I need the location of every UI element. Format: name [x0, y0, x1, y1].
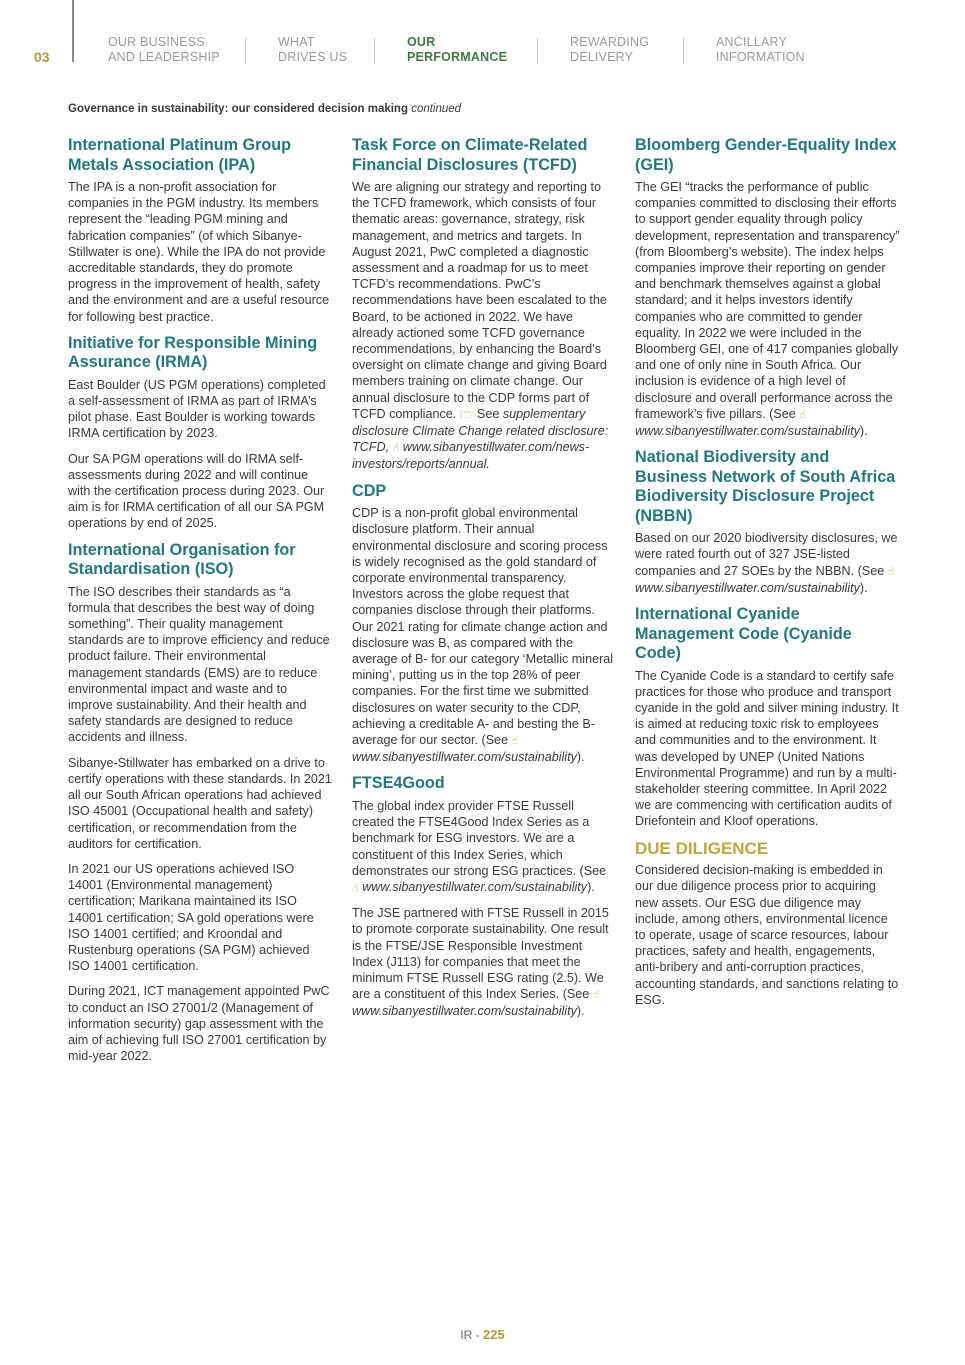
- section-ftse4good: FTSE4Good The global index provider FTSE Russell created the FTSE4Good Index Series as a benchmark for ESG investors. We are a constituent of this Index Series, which demonstrates our strong ESG practices. (See ☝ www.sibanyestillwater.com/sustainability). The JSE partnered with FTSE Russell in 2015 to promote corporate sustainability. One result is the FTSE/JSE Responsible Investment Index (J113) for companies that meet the minimum FTSE Russell ESG rating (2.5). We are a constituent of this Index Series. (See ☝ www.sibanyestillwater.com/sustainability).: [352, 774, 616, 1019]
- nav-our-performance[interactable]: OUR PERFORMANCE: [407, 35, 508, 64]
- section-due-diligence: DUE DILIGENCE Considered decision-making is embedded in our due diligence process prior to acquiring new assets. Our ESG due diligence may include, among others, environmental licence to operate, usage of scarce resources, labour practices, safety and health, engagements, anti-bribery and anti-corruption practices, accounting standards, and sanctions relating to ESG.: [635, 839, 901, 1008]
- column-left: [68, 136, 332, 1073]
- pointer-hand-icon: ☝: [592, 989, 600, 1002]
- section-irma: Initiative for Responsible Mining Assurance (IRMA) East Boulder (US PGM operations) completed a self-assessment of IRMA as part of IRMA’s pilot phase. East Boulder is working towards IRMA certification by 2023. Our SA PGM operations will do IRMA self-assessments during 2022 and will continue with the certification process during 2023. Our aim is for IRMA certification of all our SA PGM operations by end of 2025.: [68, 334, 332, 532]
- pointer-hand-icon: ☝: [352, 881, 359, 894]
- heading-cdp: CDP: [352, 481, 387, 500]
- heading-iso: International Organisation for Standardisation (ISO): [68, 540, 296, 579]
- pointer-hand-icon: ☝: [799, 408, 806, 421]
- nav-separator: [374, 38, 375, 64]
- pointer-hand-icon: ☝: [392, 442, 400, 455]
- pointer-hand-icon: ☝: [887, 565, 895, 578]
- section-iso: International Organisation for Standardisation (ISO) The ISO describes their standards as “a formula that describes the best way of doing something”. Their quality management standards are to improve efficiency and reduce product failure. Their environmental management standards (EMS) are to reduce environmental impact and waste and to improve sustainability. And their health and safety standards are designed to reduce accidents and illness. Sibanye-Stillwater has embarked on a drive to certify operations with these standards. In 2021 all our South African operations had achieved ISO 45001 (Occupational health and safety) certification, or recommendation from the auditors for certification. In 2021 our US operations achieved ISO 14001 (Environmental management) certification; Marikana maintained its ISO 14001 certification; SA gold operations were ISO 14001 certified; and Kroondal and Rustenburg operations (SA PGM) achieved ISO 14001 certification. During 2021, ICT management appointed PwC to conduct an ISO 27001/2 (Management of information security) gap assessment with the aim of achieving full ISO 27001 certification by mid-year 2022.: [68, 540, 332, 1064]
- page-footer: IR - 225: [460, 1327, 505, 1342]
- jse-sustainability-link[interactable]: www.sibanyestillwater.com/sustainability: [352, 1004, 577, 1019]
- section-number: 03: [34, 49, 50, 65]
- folder-icon: 🗁: [459, 408, 474, 421]
- heading-tcfd: Task Force on Climate-Related Financial Disclosures (TCFD): [352, 136, 588, 174]
- column-right: [635, 136, 901, 1017]
- heading-nbbn: National Biodiversity and Business Network of South Africa Biodiversity Disclosure Project (NBBN): [635, 448, 896, 525]
- nav-separator: [245, 38, 246, 64]
- pointer-hand-icon: ☝: [511, 735, 519, 747]
- section-cdp: CDP CDP is a non-profit global environmental disclosure platform. Their annual environmental disclosure and scoring process is widely recognised as the gold standard of corporate environmental transparency. Investors across the globe request that companies disclose through their platforms. Our 2021 rating for climate change action and disclosure was B, as compared with the average of B- for our category ‘Metallic mineral mining’, putting us in the top 28% of peer companies. For the first time we submitted disclosures on water security to the CDP, achieving a creditable A- and besting the B- average for our sector. (See ☝ www.sibanyestillwater.com/sustainability).: [352, 482, 616, 766]
- heading-irma: Initiative for Responsible Mining Assurance (IRMA): [68, 333, 318, 372]
- section-gei: Bloomberg Gender-Equality Index (GEI) The GEI “tracks the performance of public companies committed to disclosing their efforts to support gender equality through policy development, representation and transparency” (from Bloomberg’s website). The index helps companies improve their reporting on gender and benchmark themselves against a global standard; and it helps investors identify companies who are committed to gender equality. In 2022 we were included in the Bloomberg GEI, one of 417 companies globally and one of only nine in South Africa. Our inclusion is evidence of a high level of disclosure and overall performance across the framework’s five pillars. (See ☝ www.sibanyestillwater.com/sustainability).: [635, 136, 900, 439]
- page-number: 225: [482, 1327, 505, 1342]
- heading-gei: Bloomberg Gender-Equality Index (GEI): [635, 136, 897, 174]
- nav-rewarding-delivery[interactable]: REWARDING DELIVERY: [570, 35, 650, 64]
- nav-separator: [537, 38, 538, 64]
- column-middle: [352, 136, 616, 1029]
- nav-our-business[interactable]: OUR BUSINESS AND LEADERSHIP: [108, 35, 220, 64]
- tcfd-report-link[interactable]: www.sibanyestillwater.com/news-investors/reports/annual.: [352, 440, 590, 472]
- heading-ftse4good: FTSE4Good: [352, 774, 445, 793]
- nav-what-drives-us[interactable]: WHAT DRIVES US: [278, 35, 348, 64]
- heading-ipa: International Platinum Group Metals Association (IPA): [68, 136, 292, 174]
- section-cyanide-code: International Cyanide Management Code (Cyanide Code) The Cyanide Code is a standard to certify safe practices for those who produce and transport cyanide in the gold and silver mining industry. It is aimed at reducing toxic risk to employees and communities and to the environment. It was developed by UNEP (United Nations Environmental Programme) and run by a multi-stakeholder steering committee. In April 2022 we are commencing with certification audits of Driefontein and Kloof operations.: [635, 605, 901, 830]
- section-nbbn: National Biodiversity and Business Network of South Africa Biodiversity Disclosure Project (NBBN) Based on our 2020 biodiversity disclosures, we were rated fourth out of 327 JSE-listed companies and 27 SOEs by the NBBN. (See ☝ www.sibanyestillwater.com/sustainability).: [635, 448, 901, 596]
- nav-ancillary-information[interactable]: ANCILLARY INFORMATION: [716, 35, 805, 64]
- ftse-sustainability-link[interactable]: www.sibanyestillwater.com/sustainability: [362, 879, 588, 894]
- nav-separator: [683, 38, 684, 64]
- page-subtitle: Governance in sustainability: our considered decision making continued: [68, 103, 462, 115]
- section-tcfd: Task Force on Climate-Related Financial Disclosures (TCFD) We are aligning our strategy and reporting to the TCFD framework, which consists of four thematic areas: governance, strategy, risk management, and metrics and targets. In August 2021, PwC completed a diagnostic assessment and a roadmap for us to meet TCFD’s recommendations. PwC’s recommendations have been escalated to the Board, to be actioned in 2022. We have already actioned some TCFD governance recommendations, by enhancing the Board’s oversight on climate change and giving Board members training on climate change. Our annual disclosure to the CDP forms part of TCFD compliance. 🗁 See supplementary disclosure Climate Change related disclosure: TCFD, ☝ www.sibanyestillwater.com/news-investors/reports/annual.: [352, 136, 616, 473]
- section-ipa: International Platinum Group Metals Association (IPA) The IPA is a non-profit association for companies in the PGM industry. Its members represent the “leading PGM mining and fabrication companies” (of which Sibanye-Stillwater is one). While the IPA do not provide accreditable standards, they do promote progress in the improvement of health, safety and the environment and are a useful resource for following best practice.: [68, 136, 332, 325]
- header-divider-line: [72, 0, 74, 62]
- heading-cyanide-code: International Cyanide Management Code (Cyanide Code): [635, 605, 852, 663]
- heading-due-diligence: DUE DILIGENCE: [635, 838, 769, 858]
- nbbn-sustainability-link[interactable]: www.sibanyestillwater.com/sustainability: [635, 580, 860, 595]
- gei-sustainability-link[interactable]: www.sibanyestillwater.com/sustainability: [635, 424, 860, 439]
- cdp-sustainability-link[interactable]: www.sibanyestillwater.com/sustainability: [352, 750, 577, 765]
